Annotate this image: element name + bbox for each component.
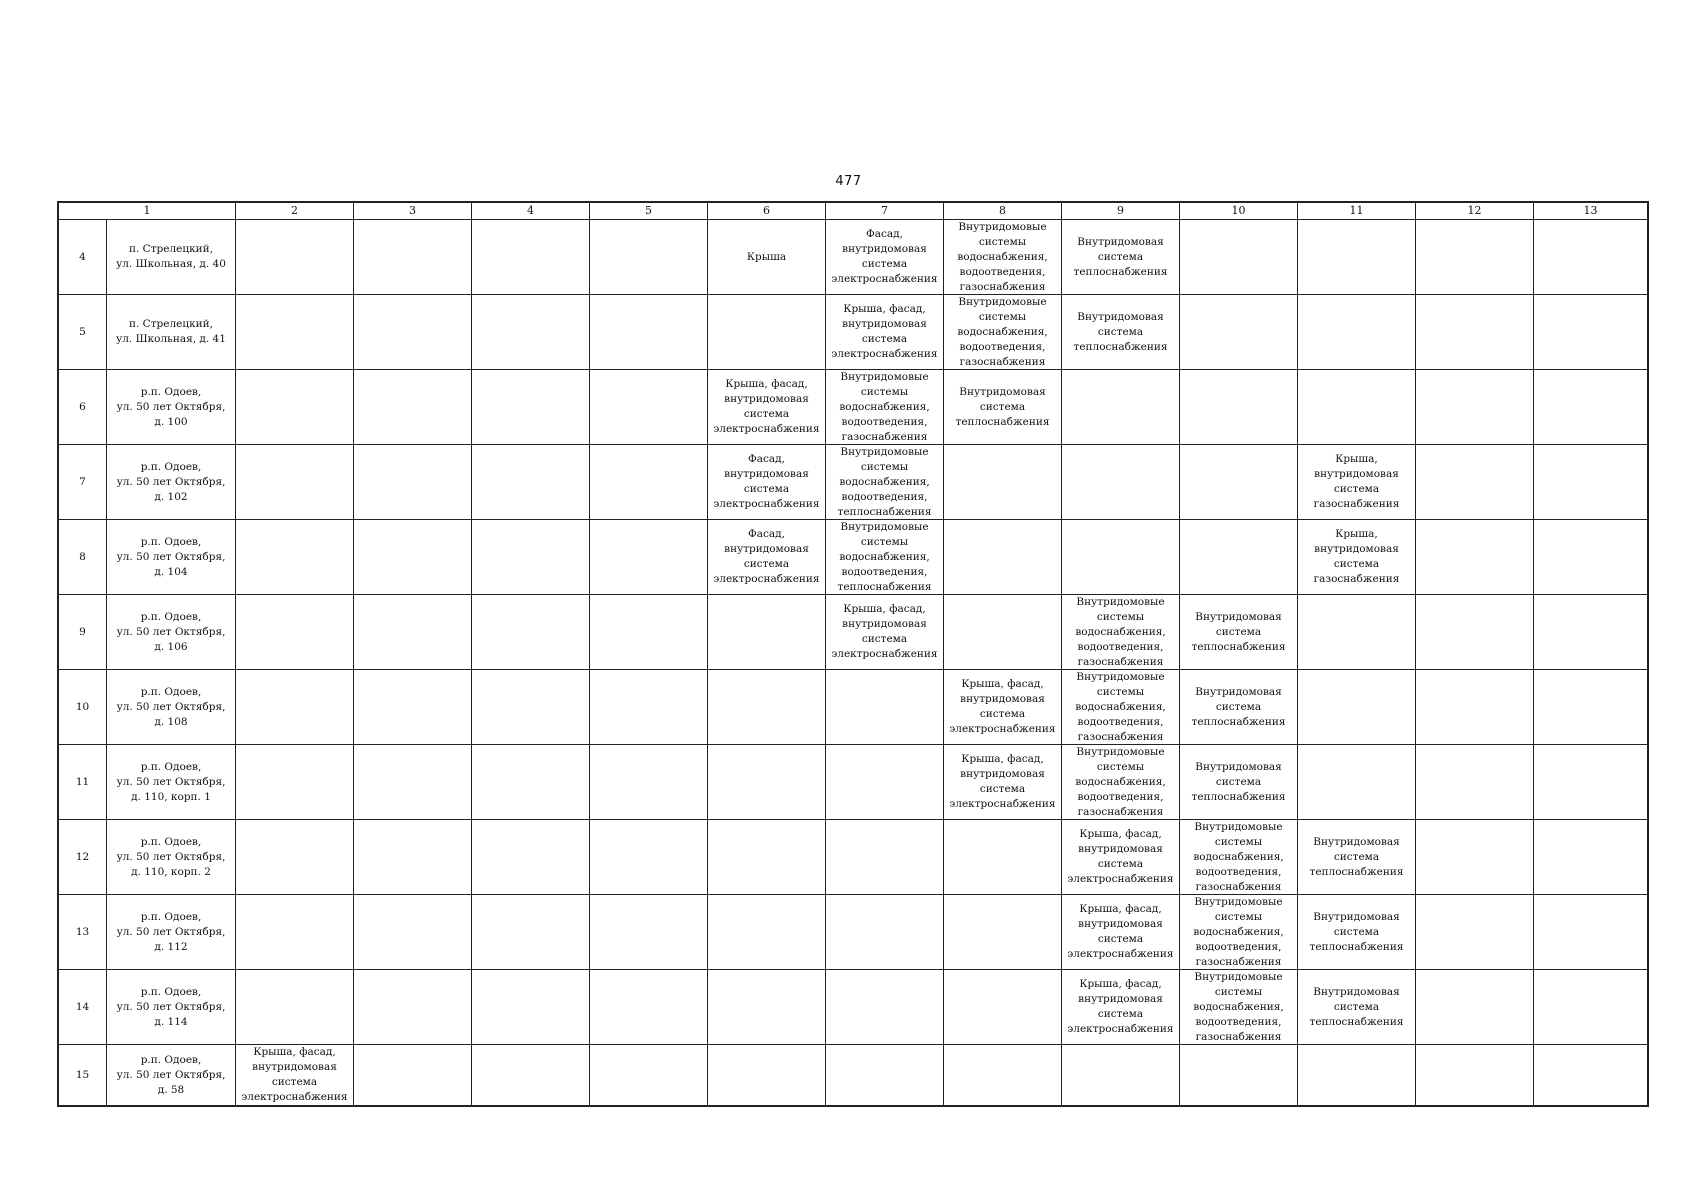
work-cell — [1298, 670, 1416, 745]
work-description: Внутридомовые системы водоснабжения, водоотведения, газоснабжения — [957, 221, 1048, 293]
table-row — [59, 670, 1648, 745]
work-cell — [236, 220, 354, 295]
work-cell — [1416, 970, 1534, 1045]
table-row — [59, 745, 1648, 820]
work-cell — [708, 370, 826, 445]
address-cell: р.п. Одоев, ул. 50 лет Октября, д. 102 — [107, 445, 236, 520]
column-header: 1 — [59, 203, 236, 220]
row-number: 14 — [59, 970, 107, 1045]
work-cell — [354, 370, 472, 445]
column-header: 6 — [708, 203, 826, 220]
work-cell — [1180, 895, 1298, 970]
work-cell — [236, 895, 354, 970]
work-cell — [1416, 670, 1534, 745]
row-number: 11 — [59, 745, 107, 820]
work-cell — [1180, 970, 1298, 1045]
work-cell — [944, 520, 1062, 595]
work-cell — [1298, 820, 1416, 895]
column-header: 9 — [1062, 203, 1180, 220]
address-cell: р.п. Одоев, ул. 50 лет Октября, д. 108 — [107, 670, 236, 745]
address-cell: р.п. Одоев, ул. 50 лет Октября, д. 110, корп. 1 — [107, 745, 236, 820]
row-number: 7 — [59, 445, 107, 520]
page-number: 477 — [835, 174, 862, 189]
work-cell — [708, 895, 826, 970]
row-number: 6 — [59, 370, 107, 445]
work-description: Внутридомовые системы водоснабжения, водоотведения, газоснабжения — [839, 371, 930, 443]
work-cell — [236, 970, 354, 1045]
work-cell — [826, 745, 944, 820]
work-cell — [590, 370, 708, 445]
work-description: Внутридомовая система теплоснабжения — [1309, 910, 1404, 953]
column-header: 7 — [826, 203, 944, 220]
work-cell — [1534, 595, 1648, 670]
work-cell — [826, 670, 944, 745]
work-description: Крыша, фасад, внутридомовая система электроснабжения — [949, 753, 1056, 810]
work-cell — [354, 970, 472, 1045]
work-cell — [1180, 220, 1298, 295]
work-cell — [1534, 220, 1648, 295]
header-row — [59, 203, 1648, 220]
work-cell — [354, 745, 472, 820]
work-description: Крыша, фасад, внутридомовая система электроснабжения — [949, 678, 1056, 735]
work-cell — [826, 445, 944, 520]
work-cell — [826, 595, 944, 670]
work-description: Внутридомовые системы водоснабжения, водоотведения, теплоснабжения — [837, 521, 932, 593]
work-cell — [1416, 745, 1534, 820]
work-cell — [708, 1045, 826, 1106]
work-description: Внутридомовая система теплоснабжения — [1073, 235, 1168, 278]
table-row — [59, 295, 1648, 370]
work-description: Крыша, фасад, внутридомовая система электроснабжения — [713, 378, 820, 435]
work-cell — [472, 670, 590, 745]
work-cell — [1534, 370, 1648, 445]
work-description: Внутридомовые системы водоснабжения, водоотведения, теплоснабжения — [837, 446, 932, 518]
work-cell — [472, 220, 590, 295]
work-cell — [1534, 295, 1648, 370]
work-cell — [590, 820, 708, 895]
work-cell — [1180, 295, 1298, 370]
work-cell — [944, 820, 1062, 895]
work-cell — [236, 595, 354, 670]
work-cell — [472, 370, 590, 445]
work-cell — [1298, 295, 1416, 370]
work-cell — [1062, 445, 1180, 520]
work-cell — [1416, 895, 1534, 970]
work-cell — [708, 745, 826, 820]
address-cell: р.п. Одоев, ул. 50 лет Октября, д. 100 — [107, 370, 236, 445]
work-cell — [944, 1045, 1062, 1106]
work-cell — [708, 820, 826, 895]
work-cell — [826, 820, 944, 895]
work-cell — [236, 520, 354, 595]
work-cell — [944, 295, 1062, 370]
work-cell — [1062, 295, 1180, 370]
work-description: Фасад, внутридомовая система электроснабжения — [713, 528, 820, 585]
address-cell: р.п. Одоев, ул. 50 лет Октября, д. 104 — [107, 520, 236, 595]
work-cell — [354, 895, 472, 970]
work-cell — [1180, 670, 1298, 745]
work-description: Фасад, внутридомовая система электроснабжения — [831, 228, 938, 285]
work-description: Крыша, фасад, внутридомовая система электроснабжения — [831, 303, 938, 360]
row-number: 5 — [59, 295, 107, 370]
work-cell — [354, 220, 472, 295]
work-cell — [944, 220, 1062, 295]
work-cell — [472, 295, 590, 370]
work-cell — [1298, 220, 1416, 295]
work-description: Крыша, фасад, внутридомовая система электроснабжения — [1067, 903, 1174, 960]
repair-schedule-table — [58, 202, 1648, 1106]
work-cell — [1062, 670, 1180, 745]
work-cell — [236, 295, 354, 370]
work-cell — [1534, 1045, 1648, 1106]
work-cell — [1534, 895, 1648, 970]
address-cell: п. Стрелецкий, ул. Школьная, д. 40 — [107, 220, 236, 295]
work-cell — [472, 820, 590, 895]
work-cell — [944, 895, 1062, 970]
work-cell — [590, 745, 708, 820]
work-cell — [944, 970, 1062, 1045]
work-description: Внутридомовая система теплоснабжения — [1191, 610, 1286, 653]
work-cell — [354, 595, 472, 670]
work-cell — [472, 445, 590, 520]
work-cell — [590, 1045, 708, 1106]
work-cell — [944, 370, 1062, 445]
row-number: 9 — [59, 595, 107, 670]
work-cell — [354, 295, 472, 370]
work-description: Внутридомовая система теплоснабжения — [1191, 685, 1286, 728]
work-cell — [708, 595, 826, 670]
work-cell — [826, 1045, 944, 1106]
work-cell — [1062, 895, 1180, 970]
work-cell — [1062, 820, 1180, 895]
table-row — [59, 370, 1648, 445]
table-row — [59, 895, 1648, 970]
work-cell — [944, 670, 1062, 745]
work-cell — [590, 220, 708, 295]
work-cell — [354, 445, 472, 520]
table-body — [59, 220, 1648, 1106]
work-cell — [1534, 745, 1648, 820]
work-cell — [1062, 745, 1180, 820]
work-cell — [354, 520, 472, 595]
work-description: Внутридомовые системы водоснабжения, водоотведения, газоснабжения — [1193, 971, 1284, 1043]
column-header: 3 — [354, 203, 472, 220]
row-number: 15 — [59, 1045, 107, 1106]
work-cell — [1062, 1045, 1180, 1106]
work-cell — [236, 445, 354, 520]
work-cell — [1062, 970, 1180, 1045]
work-cell — [1062, 520, 1180, 595]
work-cell — [1180, 595, 1298, 670]
work-cell — [1534, 520, 1648, 595]
work-cell — [472, 1045, 590, 1106]
work-cell — [590, 970, 708, 1045]
work-cell — [708, 295, 826, 370]
work-cell — [944, 595, 1062, 670]
work-cell — [590, 670, 708, 745]
work-description: Крыша, фасад, внутридомовая система электроснабжения — [1067, 978, 1174, 1035]
work-cell — [1416, 220, 1534, 295]
work-description: Внутридомовая система теплоснабжения — [1309, 985, 1404, 1028]
work-cell — [826, 220, 944, 295]
table-row — [59, 520, 1648, 595]
work-cell — [236, 1045, 354, 1106]
address-cell: р.п. Одоев, ул. 50 лет Октября, д. 114 — [107, 970, 236, 1045]
work-cell — [1298, 1045, 1416, 1106]
work-cell — [1180, 520, 1298, 595]
work-cell — [1180, 820, 1298, 895]
work-description: Крыша, фасад, внутридомовая система электроснабжения — [831, 603, 938, 660]
work-cell — [1416, 520, 1534, 595]
table-row — [59, 820, 1648, 895]
work-description: Внутридомовые системы водоснабжения, водоотведения, газоснабжения — [1193, 896, 1284, 968]
work-cell — [708, 445, 826, 520]
work-description: Внутридомовые системы водоснабжения, водоотведения, газоснабжения — [1193, 821, 1284, 893]
table-row — [59, 220, 1648, 295]
work-cell — [1062, 595, 1180, 670]
column-header: 8 — [944, 203, 1062, 220]
work-description: Крыша, фасад, внутридомовая система электроснабжения — [1067, 828, 1174, 885]
address-cell: р.п. Одоев, ул. 50 лет Октября, д. 106 — [107, 595, 236, 670]
work-description: Внутридомовая система теплоснабжения — [1191, 760, 1286, 803]
address-cell: р.п. Одоев, ул. 50 лет Октября, д. 110, корп. 2 — [107, 820, 236, 895]
work-cell — [1298, 370, 1416, 445]
column-header: 10 — [1180, 203, 1298, 220]
work-cell — [354, 820, 472, 895]
work-cell — [354, 1045, 472, 1106]
work-cell — [472, 895, 590, 970]
work-cell — [590, 895, 708, 970]
work-cell — [708, 220, 826, 295]
work-cell — [1416, 445, 1534, 520]
work-description: Внутридомовые системы водоснабжения, водоотведения, газоснабжения — [1075, 671, 1166, 743]
work-description: Крыша, фасад, внутридомовая система электроснабжения — [241, 1046, 348, 1103]
row-number: 8 — [59, 520, 107, 595]
table-row — [59, 1045, 1648, 1106]
work-cell — [1298, 745, 1416, 820]
work-description: Внутридомовые системы водоснабжения, водоотведения, газоснабжения — [1075, 596, 1166, 668]
work-cell — [1062, 220, 1180, 295]
column-header: 12 — [1416, 203, 1534, 220]
work-cell — [590, 295, 708, 370]
work-cell — [1298, 970, 1416, 1045]
work-cell — [1062, 370, 1180, 445]
work-description: Крыша — [746, 250, 787, 263]
work-description: Внутридомовая система теплоснабжения — [1309, 835, 1404, 878]
table-row — [59, 445, 1648, 520]
work-cell — [1298, 895, 1416, 970]
work-cell — [1180, 1045, 1298, 1106]
work-cell — [826, 520, 944, 595]
work-cell — [708, 670, 826, 745]
work-description: Внутридомовые системы водоснабжения, водоотведения, газоснабжения — [957, 296, 1048, 368]
work-cell — [1416, 820, 1534, 895]
work-description: Внутридомовые системы водоснабжения, водоотведения, газоснабжения — [1075, 746, 1166, 818]
column-header: 11 — [1298, 203, 1416, 220]
work-cell — [826, 295, 944, 370]
table-row — [59, 595, 1648, 670]
work-cell — [590, 445, 708, 520]
row-number: 4 — [59, 220, 107, 295]
work-cell — [236, 370, 354, 445]
work-cell — [826, 970, 944, 1045]
row-number: 12 — [59, 820, 107, 895]
work-cell — [1180, 370, 1298, 445]
work-cell — [472, 595, 590, 670]
work-cell — [590, 595, 708, 670]
work-cell — [472, 520, 590, 595]
work-cell — [944, 745, 1062, 820]
address-cell: р.п. Одоев, ул. 50 лет Октября, д. 112 — [107, 895, 236, 970]
work-cell — [590, 520, 708, 595]
work-description: Внутридомовая система теплоснабжения — [955, 385, 1050, 428]
work-cell — [1416, 1045, 1534, 1106]
work-description: Фасад, внутридомовая система электроснабжения — [713, 453, 820, 510]
work-cell — [472, 745, 590, 820]
work-cell — [708, 520, 826, 595]
column-header: 13 — [1534, 203, 1648, 220]
work-cell — [826, 370, 944, 445]
work-cell — [1180, 745, 1298, 820]
work-description: Крыша, внутридомовая система газоснабжения — [1313, 453, 1400, 510]
address-cell: р.п. Одоев, ул. 50 лет Октября, д. 58 — [107, 1045, 236, 1106]
column-header: 5 — [590, 203, 708, 220]
work-cell — [1298, 520, 1416, 595]
work-cell — [1534, 445, 1648, 520]
work-cell — [236, 745, 354, 820]
work-cell — [708, 970, 826, 1045]
row-number: 13 — [59, 895, 107, 970]
work-cell — [1534, 970, 1648, 1045]
work-description: Крыша, внутридомовая система газоснабжения — [1313, 528, 1400, 585]
row-number: 10 — [59, 670, 107, 745]
work-cell — [1416, 370, 1534, 445]
work-cell — [472, 970, 590, 1045]
table-header — [59, 203, 1648, 220]
work-cell — [1298, 445, 1416, 520]
work-cell — [1416, 595, 1534, 670]
work-description: Внутридомовая система теплоснабжения — [1073, 310, 1168, 353]
table-row — [59, 970, 1648, 1045]
column-header: 4 — [472, 203, 590, 220]
work-cell — [1416, 295, 1534, 370]
work-cell — [354, 670, 472, 745]
work-cell — [944, 445, 1062, 520]
work-cell — [1298, 595, 1416, 670]
work-cell — [1534, 820, 1648, 895]
work-cell — [236, 820, 354, 895]
work-cell — [236, 670, 354, 745]
work-cell — [1534, 670, 1648, 745]
column-header: 2 — [236, 203, 354, 220]
address-cell: п. Стрелецкий, ул. Школьная, д. 41 — [107, 295, 236, 370]
work-cell — [1180, 445, 1298, 520]
work-cell — [826, 895, 944, 970]
